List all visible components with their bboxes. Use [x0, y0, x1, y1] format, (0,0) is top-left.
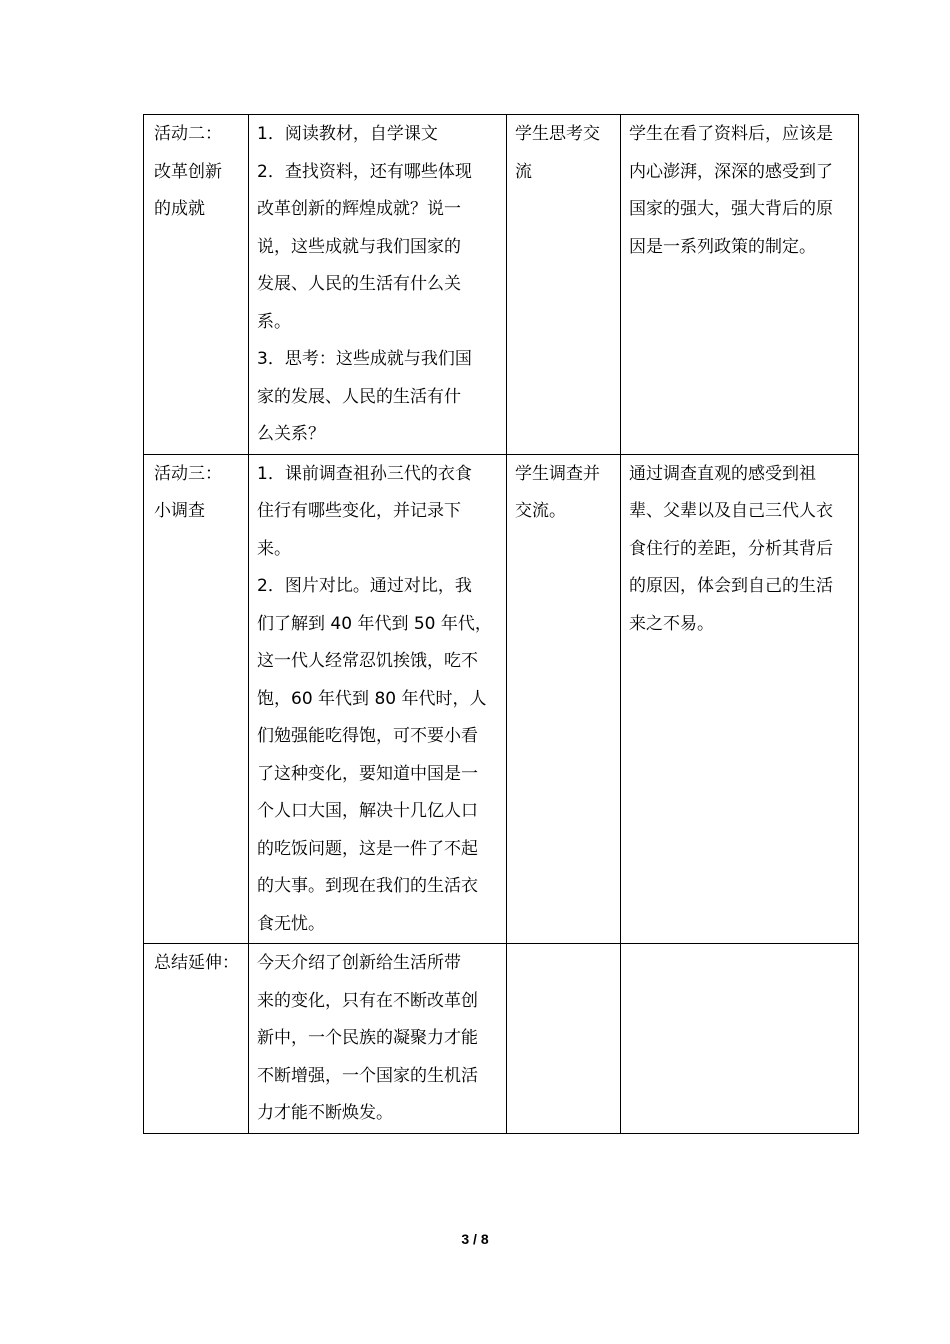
cell-text-line: 个人口大国，解决十几亿人口 — [257, 801, 478, 821]
student-activity-cell — [507, 115, 621, 455]
cell-text-line: 的吃饭问题，这是一件了不起 — [257, 838, 478, 859]
cell-text-line: 们了解到 40 年代到 50 年代， — [257, 613, 492, 634]
cell-text-line: 2．查找资料，还有哪些体现 — [257, 161, 472, 182]
cell-text-line: 新中，一个民族的凝聚力才能 — [257, 1028, 478, 1048]
activity-cell — [144, 115, 249, 455]
content-cell — [249, 944, 507, 1134]
cell-text-line: 系。 — [257, 311, 291, 332]
design-intent-cell — [621, 944, 859, 1134]
cell-text-line: 发展、人民的生活有什么关 — [257, 274, 461, 294]
content-cell — [249, 454, 507, 944]
cell-text-line: 的原因，体会到自己的生活 — [629, 576, 833, 596]
activity-cell — [144, 454, 249, 944]
cell-text-line: 活动二： — [154, 124, 222, 144]
cell-text-line: 的成就 — [154, 199, 205, 219]
cell-text-line: 学生思考交 — [515, 124, 600, 144]
content-cell — [249, 115, 507, 455]
cell-text-line: 了这种变化，要知道中国是一 — [257, 763, 478, 784]
cell-text-line: 1．阅读教材，自学课文 — [257, 124, 438, 144]
cell-text-line: 总结延伸： — [154, 953, 239, 973]
cell-text-line: 的大事。到现在我们的生活衣 — [257, 876, 478, 896]
cell-text-line: 2．图片对比。通过对比，我 — [257, 576, 472, 596]
cell-text-line: 住行有哪些变化，并记录下 — [257, 501, 461, 521]
cell-text-line: 来之不易。 — [629, 613, 714, 634]
cell-text-line: 流 — [515, 161, 532, 182]
cell-text-line: 因是一系列政策的制定。 — [629, 236, 816, 257]
cell-text-line: 国家的强大，强大背后的原 — [629, 199, 833, 219]
cell-text-line: 来的变化，只有在不断改革创 — [257, 990, 478, 1011]
student-activity-cell — [507, 454, 621, 944]
cell-text-line: 改革创新 — [154, 161, 222, 182]
cell-text-line: 辈、父辈以及自己三代人衣 — [629, 501, 833, 521]
lesson-plan-table — [143, 114, 859, 1134]
cell-text-line: 饱，60 年代到 80 年代时，人 — [257, 688, 487, 709]
cell-text-line: 家的发展、人民的生活有什 — [257, 386, 461, 407]
table-body — [144, 115, 859, 1134]
cell-text-line: 学生调查并 — [515, 463, 600, 484]
cell-text-line: 食无忧。 — [257, 913, 325, 934]
design-intent-cell — [621, 454, 859, 944]
cell-text-line: 改革创新的辉煌成就？说一 — [257, 199, 461, 219]
cell-text-line: 交流。 — [515, 501, 566, 521]
cell-text-line: 说，这些成就与我们国家的 — [257, 236, 461, 257]
cell-text-line: 通过调查直观的感受到祖 — [629, 463, 816, 484]
cell-text-line: 力才能不断焕发。 — [257, 1103, 393, 1123]
cell-text-line: 们勉强能吃得饱，可不要小看 — [257, 726, 478, 746]
cell-text-line: 内心澎湃，深深的感受到了 — [629, 161, 833, 182]
cell-text-line: 活动三： — [154, 463, 222, 484]
cell-text-line: 学生在看了资料后，应该是 — [629, 124, 833, 144]
cell-text-line: 么关系？ — [257, 424, 325, 444]
table-row — [144, 115, 859, 455]
table-row — [144, 944, 859, 1134]
table-row — [144, 454, 859, 944]
cell-text-line: 1．课前调查祖孙三代的衣食 — [257, 463, 472, 484]
cell-text-line: 3．思考：这些成就与我们国 — [257, 349, 472, 369]
cell-text-line: 小调查 — [154, 501, 205, 521]
student-activity-cell — [507, 944, 621, 1134]
page-number: 3 / 8 — [461, 1231, 489, 1247]
cell-text-line: 食住行的差距，分析其背后 — [629, 538, 833, 559]
cell-text-line: 今天介绍了创新给生活所带 — [257, 953, 461, 973]
design-intent-cell — [621, 115, 859, 455]
cell-text-line: 不断增强，一个国家的生机活 — [257, 1065, 478, 1086]
cell-text-line: 来。 — [257, 538, 291, 559]
cell-text-line: 这一代人经常忍饥挨饿，吃不 — [257, 651, 478, 671]
activity-cell — [144, 944, 249, 1134]
